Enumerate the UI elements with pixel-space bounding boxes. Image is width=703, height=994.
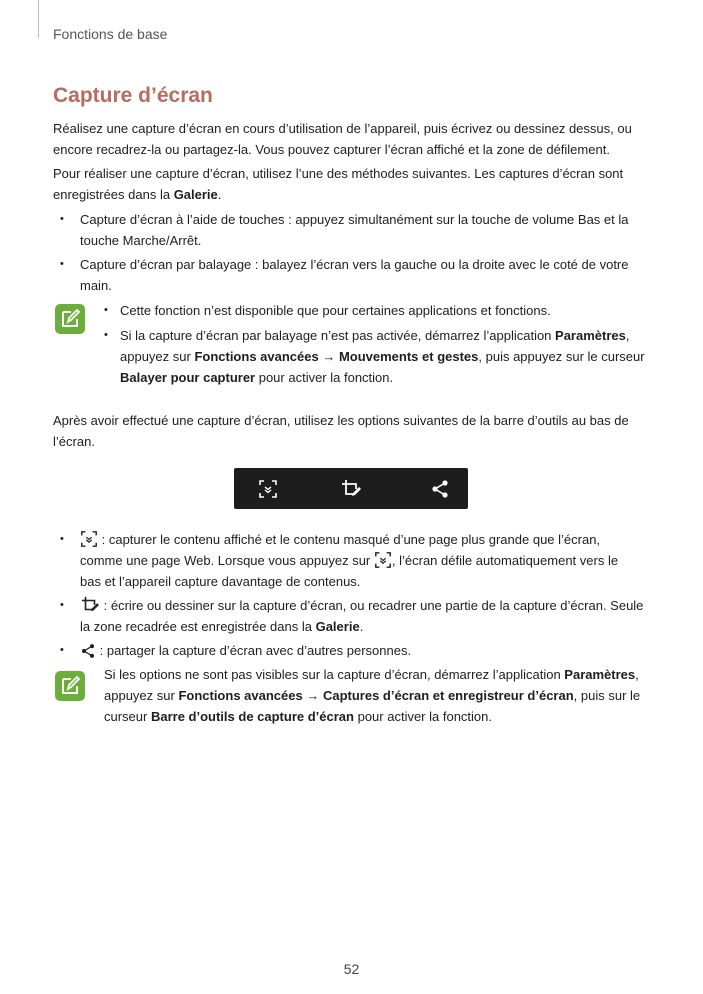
note-text: Si les options ne sont pas visibles sur la capture d’écran, démarrez l’application <box>104 667 565 682</box>
method-1-line-2: touche Marche/Arrêt. <box>80 233 202 248</box>
note1-item-1: Cette fonction n’est disponible que pour certaines applications et fonctions. <box>120 303 551 318</box>
bullet: • <box>60 644 64 656</box>
option-text: : capturer le contenu affiché et le contenu masqué d’une page plus grande que l’écran, <box>98 532 601 547</box>
note-text: pour activer la fonction. <box>255 370 394 385</box>
galerie-label: Galerie <box>173 187 218 202</box>
intro-period: . <box>217 187 222 202</box>
note-text: appuyez sur <box>104 688 179 703</box>
option-share-line-1 <box>80 640 650 661</box>
note-icon <box>55 671 85 701</box>
note-text: , puis appuyez sur le curseur <box>478 349 645 364</box>
after-line-2: l’écran. <box>53 434 95 449</box>
intro-line-4 <box>53 184 653 205</box>
option-text: la zone recadrée est enregistrée dans la <box>80 619 316 634</box>
share-icon[interactable] <box>430 479 450 499</box>
note-text: , <box>635 667 639 682</box>
method-2-line-2: main. <box>80 278 112 293</box>
captures-label: Captures d’écran et enregistreur d’écran <box>322 688 574 703</box>
fonctions-avancees-label: Fonctions avancées <box>194 349 319 364</box>
intro-text: enregistrées dans la <box>53 187 174 202</box>
bullet: • <box>60 258 64 270</box>
note-icon <box>55 304 85 334</box>
scroll-capture-icon <box>80 530 98 548</box>
page-number: 52 <box>343 961 360 977</box>
option-text: comme une page Web. Lorsque vous appuyez sur <box>80 553 374 568</box>
note2-line-2 <box>104 685 644 706</box>
parametres-label: Paramètres <box>555 328 626 343</box>
section-title: Capture d’écran <box>53 84 213 107</box>
barre-outils-label: Barre d’outils de capture d’écran <box>150 709 354 724</box>
galerie-label: Galerie <box>315 619 360 634</box>
option-text: , l’écran défile automatiquement vers le <box>391 553 619 568</box>
note2-line-3 <box>104 706 644 727</box>
option-text: . <box>359 619 364 634</box>
option-edit-line-1 <box>80 595 650 616</box>
share-icon <box>80 643 96 659</box>
note-text: , puis sur le <box>573 688 641 703</box>
screenshot-toolbar <box>234 468 468 509</box>
bullet: • <box>104 304 108 316</box>
note1-item-2-line-3 <box>120 367 660 388</box>
option-edit-line-2 <box>80 616 650 637</box>
note2-line-1 <box>104 664 644 685</box>
method-2-line-1: Capture d’écran par balayage : balayez l’écran vers la gauche ou la droite avec le coté de votre <box>80 257 629 272</box>
bullet: • <box>60 533 64 545</box>
note-text: appuyez sur <box>120 349 195 364</box>
intro-line-3: Pour réaliser une capture d’écran, utilisez l’une des méthodes suivantes. Les captures d’écran sont <box>53 166 624 181</box>
bullet: • <box>60 213 64 225</box>
arrow: → <box>318 349 339 364</box>
crop-edit-icon <box>80 596 100 614</box>
option-text: : écrire ou dessiner sur la capture d’écran, ou recadrer une partie de la capture d’écran. Seule <box>100 598 644 613</box>
note1-item-2-line-2 <box>120 346 660 367</box>
fonctions-avancees-label: Fonctions avancées <box>178 688 303 703</box>
after-line-1: Après avoir effectué une capture d’écran, utilisez les options suivantes de la barre d’outils au bas de <box>53 413 629 428</box>
option-scroll-line-2 <box>80 550 650 571</box>
mouvements-gestes-label: Mouvements et gestes <box>338 349 479 364</box>
bullet: • <box>60 599 64 611</box>
balayer-label: Balayer pour capturer <box>120 370 256 385</box>
crop-edit-icon[interactable] <box>341 479 361 499</box>
note-text: pour activer la fonction. <box>353 709 493 724</box>
note1-item-2-line-1 <box>120 325 660 346</box>
parametres-label: Paramètres <box>564 667 636 682</box>
note-text: curseur <box>104 709 151 724</box>
method-1-line-1: Capture d’écran à l’aide de touches : appuyez simultanément sur la touche de volume Bas et la <box>80 212 629 227</box>
note-text: Si la capture d’écran par balayage n’est pas activée, démarrez l’application <box>120 328 556 343</box>
bullet: • <box>104 329 108 341</box>
intro-line-1: Réalisez une capture d’écran en cours d’utilisation de l’appareil, puis écrivez ou dessinez dessus, ou <box>53 121 632 136</box>
option-scroll-line-1 <box>80 529 650 550</box>
option-scroll-line-3: bas et l’appareil capture davantage de contenus. <box>80 574 361 589</box>
option-text: : partager la capture d’écran avec d’autres personnes. <box>96 643 412 658</box>
header-title: Fonctions de base <box>53 26 168 42</box>
scroll-capture-icon <box>374 551 392 569</box>
scroll-capture-icon[interactable] <box>258 479 278 499</box>
arrow: → <box>302 688 323 703</box>
intro-line-2: encore recadrez-la ou partagez-la. Vous pouvez capturer l’écran affiché et la zone de défilement. <box>53 142 610 157</box>
note-text: , <box>625 328 630 343</box>
header-rule <box>38 0 39 38</box>
